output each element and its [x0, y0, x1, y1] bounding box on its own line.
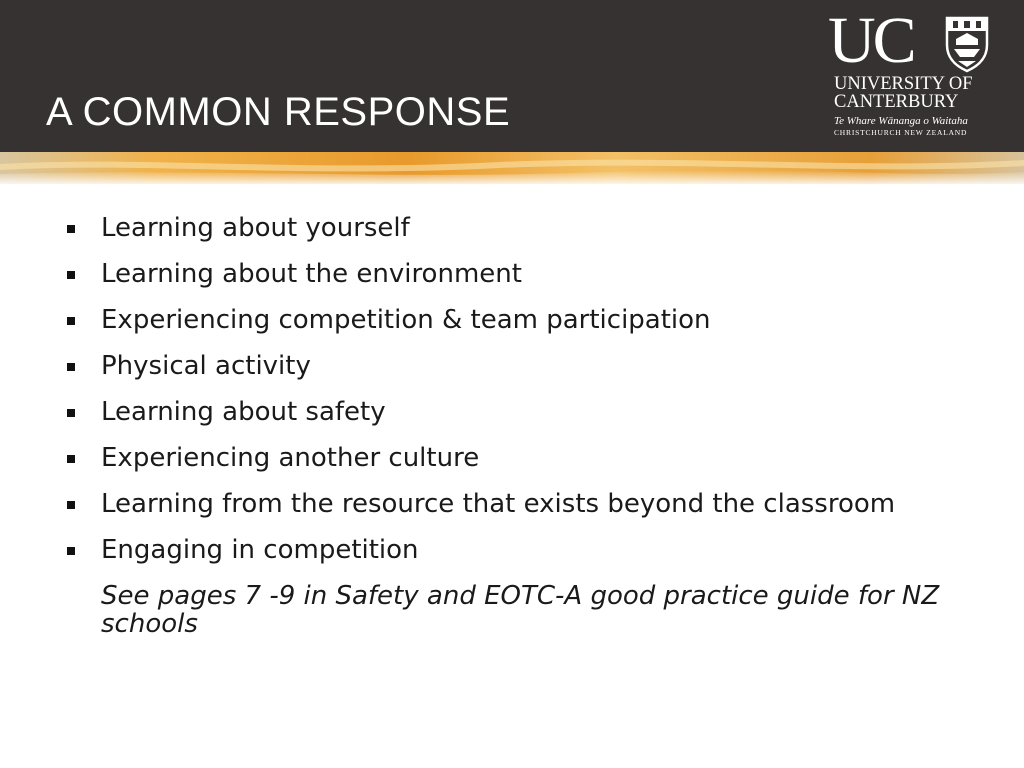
- slide-title: A COMMON RESPONSE: [46, 90, 511, 134]
- list-item: [60, 490, 960, 518]
- list-item: [60, 398, 960, 426]
- logo-line-maori-name: Te Whare Wānanga o Waitaha: [834, 115, 968, 127]
- list-item: [60, 536, 960, 564]
- logo-line-canterbury: CANTERBURY: [834, 92, 959, 112]
- list-item: [60, 214, 960, 242]
- list-item-text: Physical activity: [101, 351, 311, 381]
- reference-note: See pages 7 -9 in Safety and EOTC-A good practice guide for NZ schools: [101, 581, 940, 639]
- square-bullet-icon: [67, 547, 75, 555]
- header-bar: [0, 0, 1024, 156]
- logo-uc-text: UC: [828, 4, 914, 77]
- square-bullet-icon: [67, 363, 75, 371]
- gold-wave-band: [0, 152, 1024, 184]
- list-item-text: Experiencing competition & team participation: [101, 305, 711, 335]
- list-item-text: Learning about yourself: [101, 213, 410, 243]
- square-bullet-icon: [67, 455, 75, 463]
- list-item: [60, 444, 960, 472]
- square-bullet-icon: [67, 409, 75, 417]
- list-item-text: Learning from the resource that exists beyond the classroom: [101, 489, 896, 519]
- list-item-text: Experiencing another culture: [101, 443, 480, 473]
- square-bullet-icon: [67, 271, 75, 279]
- list-item-text: Learning about the environment: [101, 259, 522, 289]
- square-bullet-icon: [67, 317, 75, 325]
- list-item: [60, 260, 960, 288]
- list-item: [60, 352, 960, 380]
- list-item-text: Engaging in competition: [101, 535, 419, 565]
- square-bullet-icon: [67, 225, 75, 233]
- logo-line-university-of: UNIVERSITY OF: [834, 74, 973, 94]
- logo-line-location: CHRISTCHURCH NEW ZEALAND: [834, 128, 968, 137]
- list-item-text: Learning about safety: [101, 397, 386, 427]
- list-item: [60, 306, 960, 334]
- crest-icon: [944, 15, 990, 73]
- square-bullet-icon: [67, 501, 75, 509]
- bullet-list: [60, 214, 960, 638]
- university-logo: [826, 4, 994, 142]
